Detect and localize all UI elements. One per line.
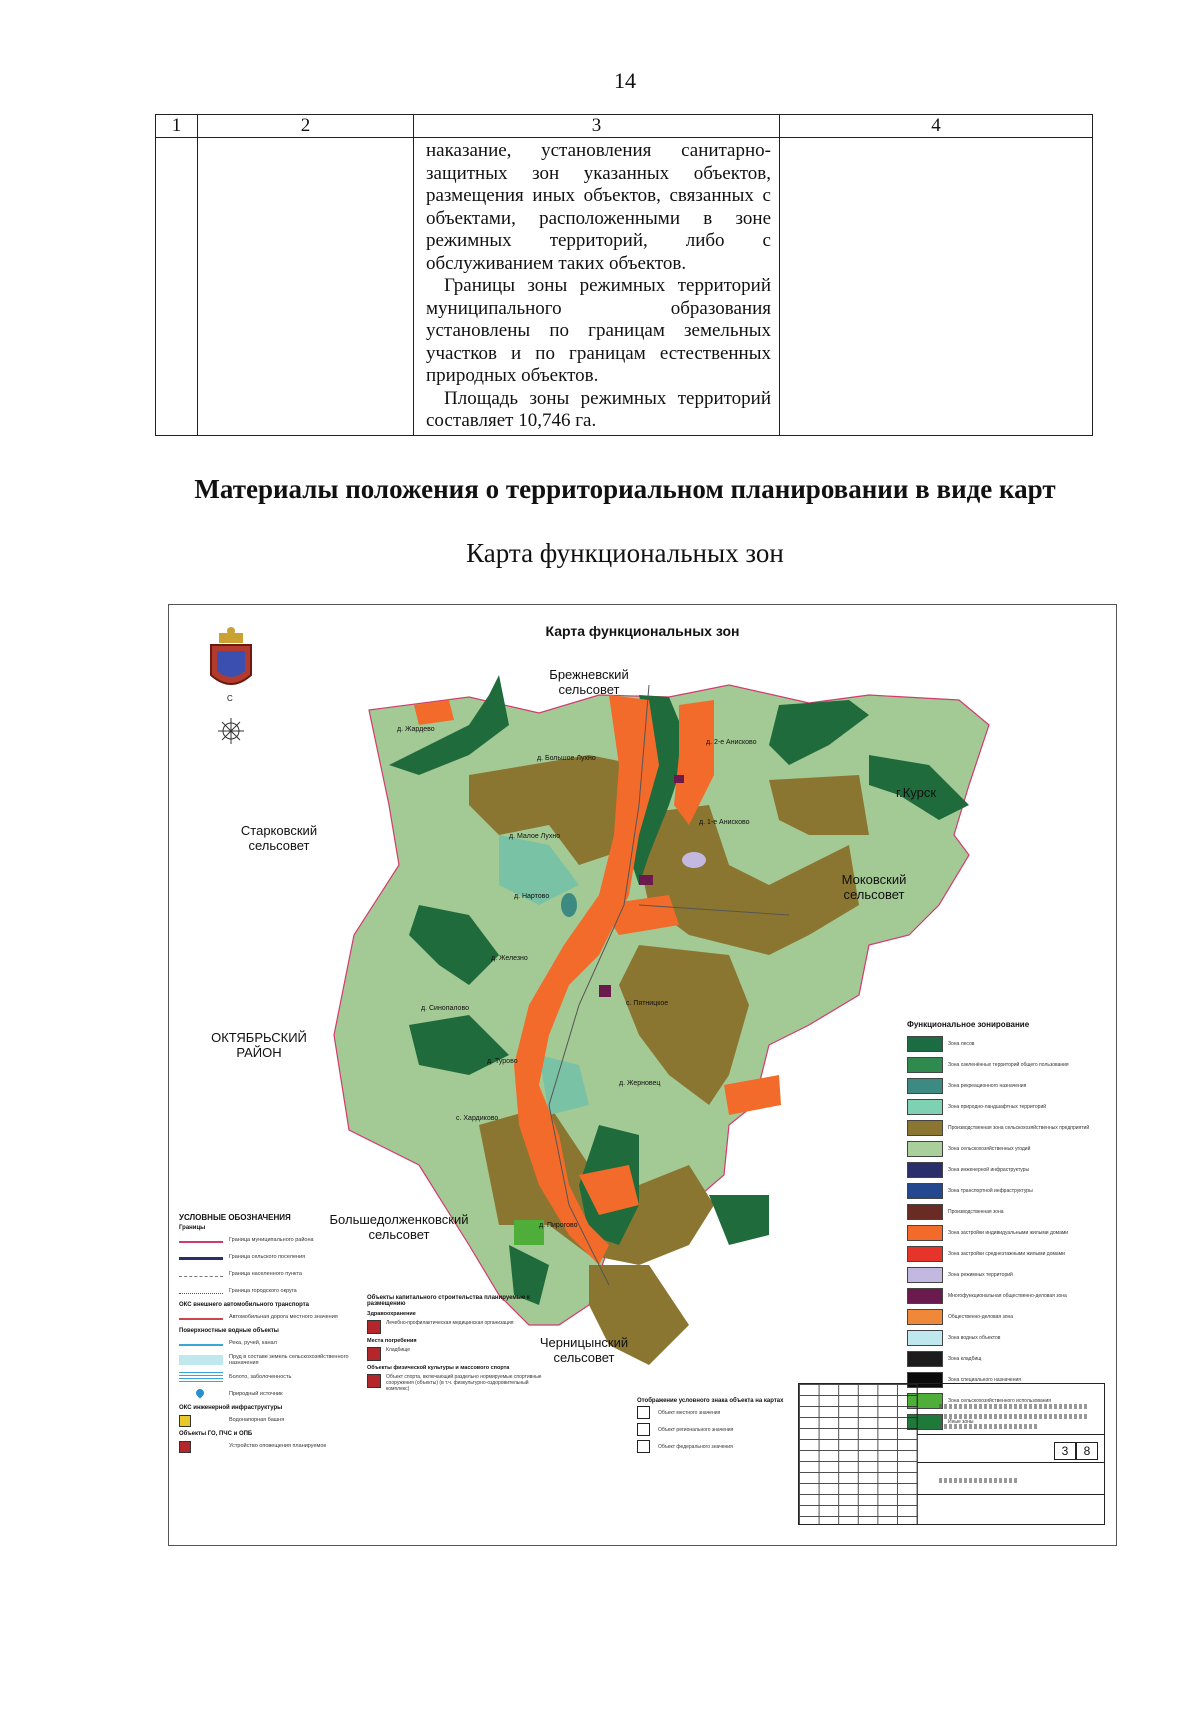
forest-zone	[709, 1195, 769, 1245]
legend-row	[907, 1327, 1112, 1348]
legend-row	[907, 1348, 1112, 1369]
village-label: д. Нартово	[514, 893, 550, 900]
legend-row	[907, 1138, 1112, 1159]
legend-row	[907, 1306, 1112, 1327]
legend-swatch	[907, 1330, 943, 1346]
region-label: Черницынский сельсовет	[539, 1335, 629, 1365]
spring-icon	[179, 1389, 223, 1399]
legend-text: Зона лесов	[948, 1040, 975, 1047]
legend-swatch	[907, 1141, 943, 1157]
legend-row	[179, 1368, 354, 1385]
sheet-cell: 3	[1054, 1442, 1076, 1460]
legend-text: Зона водных объектов	[948, 1334, 1001, 1341]
legend-swatch	[907, 1309, 943, 1325]
table-header-cell: 2	[198, 115, 414, 138]
boundary-line-icon	[179, 1236, 223, 1243]
legend-text: Зона природно-ландшафтных территорий	[948, 1103, 1047, 1110]
divider	[917, 1462, 1104, 1463]
village-label: д. Большое Лухно	[537, 755, 596, 762]
title-block-stamp	[798, 1383, 1105, 1525]
table-row	[156, 138, 1093, 436]
regional-object-box-icon	[637, 1423, 650, 1436]
sport-object-icon	[367, 1374, 381, 1388]
legend-text: Зона инженерной инфраструктуры	[948, 1166, 1030, 1173]
legend-row	[907, 1222, 1112, 1243]
boundary-line-icon	[179, 1253, 223, 1260]
legend-text: Зона режимных территорий	[948, 1271, 1013, 1278]
sheet-cell: 8	[1076, 1442, 1098, 1460]
table-cell-description	[414, 138, 780, 436]
legend-row	[367, 1374, 552, 1392]
legend-row	[367, 1320, 552, 1334]
legend-swatch	[907, 1225, 943, 1241]
legend-text: Многофункциональная общественно-деловая зона	[948, 1292, 1067, 1299]
conventions-subtitle: ОКС инженерной инфраструктуры	[179, 1405, 283, 1411]
legend-text: Пруд в составе земель сельскохозяйственного назначения	[229, 1353, 349, 1366]
paragraph: наказание, установления санитарно-защитных зон указанных объектов, размещения иных объектов, связанных с объектами, расположенными в зоне режимных территорий, либо с обслуживанием таких объектов.	[426, 140, 771, 274]
legend-swatch	[907, 1288, 943, 1304]
conventions-title: УСЛОВНЫЕ ОБОЗНАЧЕНИЯ	[179, 1213, 291, 1222]
legend-row	[179, 1248, 354, 1265]
map-title: Карта функциональных зон	[545, 623, 740, 639]
table-cell	[780, 138, 1093, 436]
conventions-subtitle: Границы	[179, 1225, 206, 1231]
village-label: д. 1-е Анисково	[699, 819, 750, 826]
legend-swatch	[907, 1246, 943, 1262]
legend-row	[907, 1180, 1112, 1201]
legend-text: Зона рекреационного назначения	[948, 1082, 1027, 1089]
legend-row	[907, 1201, 1112, 1222]
warning-device-icon	[179, 1441, 223, 1451]
legend-text: Иные зоны	[948, 1418, 974, 1425]
legend-swatch	[907, 1204, 943, 1220]
stamp-text-illegible	[939, 1404, 1089, 1409]
legend-text: Зона кладбищ	[948, 1355, 982, 1362]
conventions-subtitle: ОКС внешнего автомобильного транспорта	[179, 1302, 310, 1308]
river-line-icon	[179, 1339, 223, 1346]
region-label: Большедолженковский сельсовет	[329, 1212, 469, 1242]
conventions-subtitle: Поверхностные водные объекты	[179, 1328, 279, 1334]
functional-zones-map	[168, 604, 1117, 1546]
village-label: д. Синопалово	[421, 1005, 469, 1012]
legend-swatch	[907, 1267, 943, 1283]
road-line-icon	[179, 1313, 223, 1320]
local-object-box-icon	[637, 1406, 650, 1419]
legend-swatch	[907, 1120, 943, 1136]
boundary-line-icon	[179, 1288, 223, 1294]
compass-rose-icon	[218, 718, 244, 744]
sheet-number	[1054, 1442, 1098, 1460]
legend-text: Автомобильная дорога местного значения	[229, 1313, 338, 1320]
hospital-icon	[367, 1320, 381, 1334]
functional-zoning-legend	[907, 1020, 1112, 1432]
swamp-icon	[179, 1372, 223, 1382]
village-label: с. Пятницкое	[626, 1000, 669, 1007]
legend-text: Объект спорта, включающий раздельно нормируемые спортивные сооружения (объекты) (в т.ч. физкультурно-оздоровительный комплекс)	[386, 1374, 542, 1392]
legend-text: Производственная зона	[948, 1208, 1004, 1215]
legend-text: Река, ручей, канал	[229, 1339, 277, 1346]
stamp-grid	[799, 1384, 918, 1524]
legend-row	[907, 1264, 1112, 1285]
stamp-text-illegible	[939, 1414, 1089, 1419]
legend-row	[179, 1437, 354, 1454]
legend-text: Зона озеленённых территорий общего пользования	[948, 1061, 1069, 1068]
page-number: 14	[614, 68, 636, 93]
section-heading: Материалы положения о территориальном планировании в виде карт	[194, 474, 1056, 504]
legend-text: Зона сельскохозяйственного использования	[948, 1397, 1052, 1404]
legend-swatch	[907, 1036, 943, 1052]
legend-swatch	[907, 1057, 943, 1073]
legend-row	[179, 1334, 354, 1351]
objects-title: Объекты капитального строительства планируемые к размещению	[367, 1295, 530, 1307]
conventions-subtitle: Объекты ГО, ПЧС и ОПБ	[179, 1431, 253, 1437]
legend-text: Зона застройки среднеэтажными жилыми домами	[948, 1250, 1065, 1257]
compass-letter: С	[227, 694, 233, 703]
legend-row	[179, 1282, 354, 1299]
legend-swatch	[907, 1099, 943, 1115]
legend-text: Производственная зона сельскохозяйственных предприятий	[948, 1124, 1090, 1131]
legend-text: Природный источник	[229, 1390, 283, 1397]
legend-text: Объект местного значения	[658, 1409, 721, 1416]
region-label: ОКТЯБРЬСКИЙ РАЙОН	[211, 1030, 307, 1060]
paragraph: Площадь зоны режимных территорий составляет 10,746 га.	[426, 387, 771, 431]
legend-text: Граница населенного пункта	[229, 1270, 302, 1277]
legend-swatch	[907, 1351, 943, 1367]
sign-legend-title: Отображение условного знака объекта на картах	[637, 1398, 784, 1404]
water-body	[561, 893, 577, 917]
village-label: д. Жардево	[397, 726, 435, 733]
public-zone	[599, 985, 611, 997]
legend-row	[907, 1243, 1112, 1264]
table-header-row	[156, 115, 1093, 138]
document-table	[155, 114, 1093, 436]
public-zone	[674, 775, 684, 783]
legend-swatch	[907, 1162, 943, 1178]
federal-object-box-icon	[637, 1440, 650, 1453]
regime-zone	[682, 852, 706, 868]
legend-row	[637, 1404, 787, 1421]
legend-text: Лечебно-профилактическая медицинская организация	[386, 1320, 514, 1326]
table-header-cell: 4	[780, 115, 1093, 138]
map-caption: Карта функциональных зон	[466, 538, 784, 568]
objects-subtitle: Здравоохранение	[367, 1311, 416, 1317]
legend-row	[179, 1411, 354, 1428]
legend-row	[179, 1385, 354, 1402]
divider	[917, 1494, 1104, 1495]
legend-text: Граница муниципального района	[229, 1236, 314, 1243]
conventions-legend	[179, 1213, 354, 1454]
village-label: д. Жерновец	[619, 1080, 661, 1087]
legend-swatch	[907, 1183, 943, 1199]
legend-text: Общественно-деловая зона	[948, 1313, 1014, 1320]
region-label: г.Курск	[895, 785, 937, 800]
legend-text: Зона сельскохозяйственных угодий	[948, 1145, 1031, 1152]
cemetery-icon	[367, 1347, 381, 1361]
legend-text: Болото, заболоченность	[229, 1373, 292, 1380]
village-label: д. Пирогово	[539, 1222, 578, 1229]
legend-row	[907, 1033, 1112, 1054]
table-header-cell: 3	[414, 115, 780, 138]
legend-row	[179, 1265, 354, 1282]
region-label: Брежневский сельсовет	[549, 667, 629, 697]
village-label: д. Железно	[491, 955, 528, 962]
pond-icon	[179, 1355, 223, 1365]
legend-text: Зона транспортной инфраструктуры	[948, 1187, 1033, 1194]
legend-row	[179, 1351, 354, 1368]
divider	[917, 1434, 1104, 1435]
legend-row	[907, 1285, 1112, 1306]
legend-row	[637, 1438, 787, 1455]
region-label: Старковский сельсовет	[240, 823, 318, 853]
village-label: д. 2-е Анисково	[706, 739, 757, 746]
legend-row	[907, 1159, 1112, 1180]
paragraph: Границы зоны режимных территорий муниципального образования установлены по границам земельных участков и по границам естественных природных объектов.	[426, 275, 771, 386]
table-cell	[156, 138, 198, 436]
legend-text: Объект федерального значения	[658, 1443, 733, 1450]
table-header-cell: 1	[156, 115, 198, 138]
legend-title: Функциональное зонирование	[907, 1020, 1030, 1029]
legend-text: Граница сельского поселения	[229, 1253, 306, 1260]
stamp-text-illegible	[939, 1478, 1019, 1483]
legend-row	[907, 1117, 1112, 1138]
legend-text: Граница городского округа	[229, 1287, 297, 1294]
legend-text: Устройство оповещения планируемое	[229, 1442, 327, 1449]
legend-row	[907, 1075, 1112, 1096]
table-cell	[198, 138, 414, 436]
capital-objects-legend	[367, 1295, 552, 1392]
sign-legend	[637, 1398, 787, 1455]
village-label: д. Турово	[487, 1058, 518, 1065]
legend-row	[179, 1308, 354, 1325]
public-zone	[639, 875, 653, 885]
objects-subtitle: Места погребения	[367, 1338, 417, 1344]
region-label: Моковский сельсовет	[841, 872, 907, 902]
legend-row	[907, 1054, 1112, 1075]
village-label: с. Хардиково	[456, 1115, 499, 1122]
legend-row	[179, 1231, 354, 1248]
legend-text: Зона застройки индивидуальными жилыми домами	[948, 1229, 1069, 1236]
village-label: д. Малое Лухно	[509, 833, 561, 840]
legend-text: Зона специального назначения	[948, 1376, 1021, 1383]
boundary-line-icon	[179, 1271, 223, 1277]
legend-text: Водонапорная башня	[229, 1416, 285, 1423]
legend-text: Объект регионального значения	[658, 1426, 734, 1433]
objects-subtitle: Объекты физической культуры и массового спорта	[367, 1365, 510, 1371]
legend-row	[907, 1096, 1112, 1117]
legend-text: Кладбище	[386, 1347, 411, 1353]
legend-row	[367, 1347, 552, 1361]
stamp-text-illegible	[939, 1424, 1039, 1429]
legend-row	[637, 1421, 787, 1438]
legend-swatch	[907, 1078, 943, 1094]
water-tower-icon	[179, 1415, 223, 1425]
